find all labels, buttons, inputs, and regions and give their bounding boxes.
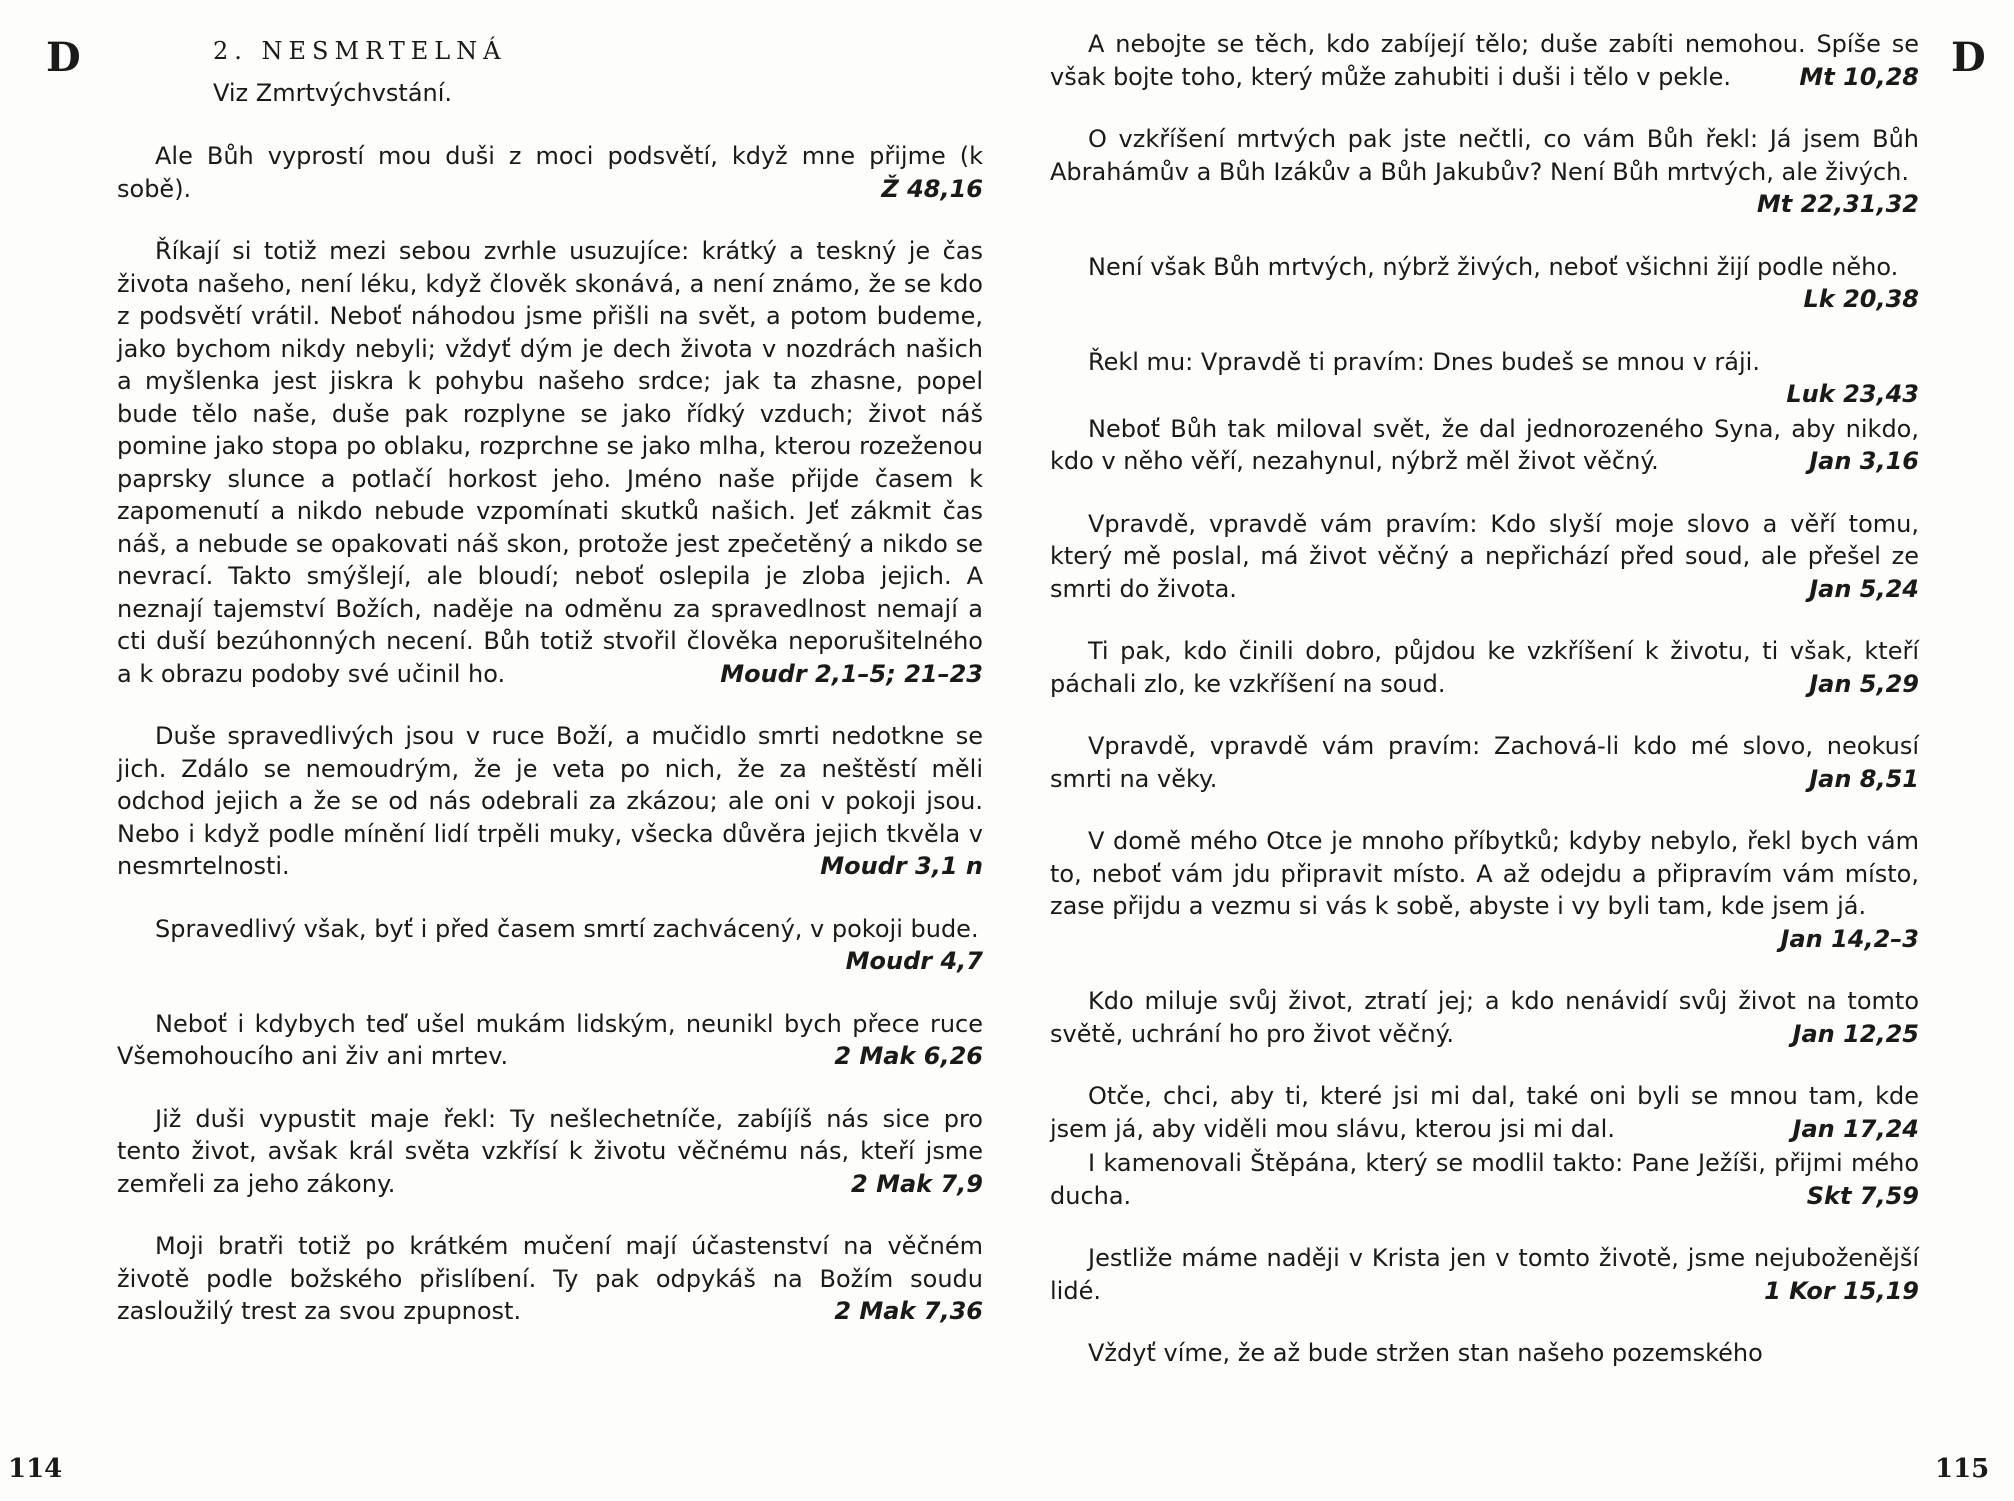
verse-block xyxy=(117,720,983,883)
verse-block xyxy=(1050,1337,1919,1370)
verse-text: Neboť i kdybych teď ušel mukám lidským, neunikl bych přece ruce Všemohoucího ani živ ani mrtev. xyxy=(117,1009,983,1070)
verse-block xyxy=(1050,1242,1919,1307)
verse-block xyxy=(1050,251,1919,316)
verse-text: Není však Bůh mrtvých, nýbrž živých, neboť všichni žijí podle něho. xyxy=(1088,252,1899,281)
verse-text: Duše spravedlivých jsou v ruce Boží, a mučidlo smrti nedotkne se jich. Zdálo se nemoudrým, že je veta po nich, že za neštěstí měli odchod jejich a že se od nás odebrali za zkázou; ale oni v pokoji jsou. Nebo i když podle mínění lidí trpěli muky, všecka důvěra jejich tkvěla v nesmrtelnosti. xyxy=(117,722,983,880)
verse-text: O vzkříšení mrtvých pak jste nečtli, co vám Bůh řekl: Já jsem Bůh Abrahámův a Bůh Izákův a Bůh Jakubův? Není Bůh mrtvých, ale živých. xyxy=(1050,125,1919,186)
verse-block xyxy=(1050,1080,1919,1145)
verse-reference: 1 Kor 15,19 xyxy=(1764,1276,1919,1305)
verse-reference: Moudr 2,1–5; 21–23 xyxy=(720,659,983,688)
verse-reference: Jan 17,24 xyxy=(1792,1114,1919,1143)
verse-text: V domě mého Otce je mnoho příbytků; kdyby nebylo, řekl bych vám to, neboť vám jdu připravit místo. A až odejdu a připravím vám místo, zase přijdu a vezmu si vás k sobě, abyste i vy byli tam, kde jsem já. xyxy=(1050,827,1919,920)
right-section-letter: D xyxy=(1951,34,1986,81)
verse-text: Říkají si totiž mezi sebou zvrhle usuzujíce: krátký a teskný je čas života našeho, není léku, když člověk skonává, a není známo, že se kdo z podsvětí vrátil. Neboť náhodou jsme přišli na svět, a potom budeme, jako bychom nikdy nebyli; vždyť dým je dech života v nozdrách našich a myšlenka jest jiskra k pohybu našeho srdce; jak ta zhasne, popel bude tělo naše, duše pak rozplyne se jako řídký vzduch; život náš pomine jako stopa po oblaku, rozprchne se jako mlha, kterou rozeženou paprsky slunce a potlačí horkost jeho. Jméno naše přijde časem k zapomenutí a nikdo nebude vzpomínati skutků našich. Jeť zákmit čas náš, a nebude se opakovati náš skon, protože jest zpečetěný a nikdo se nevrací. Takto smýšlejí, ale bloudí; neboť oslepila je zloba jejich. A neznají tajemství Božích, naděje na odměnu za spravedlnost nemají a cti duší bezúhonných necení. Bůh totiž stvořil člověka neporušitelného a k obrazu podoby své učinil ho. xyxy=(117,237,983,688)
verse-block xyxy=(1050,730,1919,795)
verse-reference: Jan 12,25 xyxy=(1792,1019,1919,1048)
see-also-reference: Viz Zmrtvýchvstání. xyxy=(213,79,453,107)
verse-reference: Skt 7,59 xyxy=(1806,1181,1919,1210)
left-text-column xyxy=(117,34,983,1358)
verse-text: A nebojte se těch, kdo zabíjejí tělo; duše zabíti nemohou. Spíše se však bojte toho, který může zahubiti i duši i tělo v pekle. xyxy=(1050,30,1919,91)
verse-block xyxy=(117,1103,983,1201)
verse-text: Vpravdě, vpravdě vám pravím: Zachová-li kdo mé slovo, neokusí smrti na věky. xyxy=(1050,732,1919,793)
verse-text: Otče, chci, aby ti, které jsi mi dal, také oni byli se mnou tam, kde jsem já, aby viděli mou slávu, kterou jsi mi dal. xyxy=(1050,1082,1919,1143)
verse-block xyxy=(1050,985,1919,1050)
verse-block xyxy=(117,913,983,978)
verse-block xyxy=(1050,1147,1919,1212)
verse-text: Spravedlivý však, byť i před časem smrtí zachvácený, v pokoji bude. xyxy=(155,914,979,943)
left-page-number: 114 xyxy=(8,1454,63,1484)
right-page xyxy=(1007,0,2014,1501)
right-page-number: 115 xyxy=(1935,1454,1990,1484)
verse-reference: Lk 20,38 xyxy=(1803,285,1919,313)
verse-reference: Moudr 4,7 xyxy=(845,947,983,975)
verse-reference: Jan 14,2–3 xyxy=(1780,924,1919,953)
verse-text: Ti pak, kdo činili dobro, půjdou ke vzkříšení k životu, ti však, kteří páchali zlo, ke vzkříšení na soud. xyxy=(1050,637,1919,698)
verse-text: Kdo miluje svůj život, ztratí jej; a kdo nenávidí svůj život na tomto světě, uchrání ho pro život věčný. xyxy=(1050,987,1919,1048)
verse-reference: Jan 5,24 xyxy=(1809,574,1919,603)
verse-text: Vpravdě, vpravdě vám pravím: Kdo slyší moje slovo a věří tomu, který mě poslal, má život věčný a nepřichází před soud, ale přešel ze smrti do života. xyxy=(1050,509,1919,603)
verse-reference: Jan 8,51 xyxy=(1809,764,1919,793)
verse-text: Neboť Bůh tak miloval svět, že dal jednorozeného Syna, aby nikdo, kdo v něho věří, nezahynul, nýbrž měl život věčný. xyxy=(1050,414,1919,475)
verse-text: Jestliže máme naději v Krista jen v tomto životě, jsme nejuboženější lidé. xyxy=(1050,1244,1919,1305)
verse-reference: Ž 48,16 xyxy=(881,174,983,203)
verse-block xyxy=(1050,123,1919,221)
verse-reference: 2 Mak 7,36 xyxy=(834,1297,983,1325)
verse-block xyxy=(1050,346,1919,411)
section-heading: 2. NESMRTELNÁ xyxy=(213,37,507,65)
verse-reference: Jan 3,16 xyxy=(1809,447,1919,475)
verse-text: Řekl mu: Vpravdě ti pravím: Dnes budeš se mnou v ráji. xyxy=(1088,347,1760,376)
verse-block xyxy=(1050,635,1919,700)
verse-reference: Luk 23,43 xyxy=(1786,380,1919,408)
right-text-column xyxy=(1050,28,1919,1400)
verse-block xyxy=(1050,413,1919,478)
verse-text: Moji bratři totiž po krátkém mučení mají účastenství na věčném životě podle božského přislíbení. Ty pak odpykáš na Božím soudu zasloužilý trest za svou zpupnost. xyxy=(117,1232,983,1325)
verse-reference: Jan 5,29 xyxy=(1809,669,1919,698)
verse-reference: Mt 22,31,32 xyxy=(1756,190,1919,218)
verse-block xyxy=(1050,508,1919,606)
verse-block xyxy=(1050,28,1919,93)
verse-block xyxy=(117,140,983,205)
verse-text: Ale Bůh vyprostí mou duši z moci podsvětí, když mne přijme (k sobě). xyxy=(117,142,983,203)
verse-text: I kamenovali Štěpána, který se modlil takto: Pane Ježíši, přijmi mého ducha. xyxy=(1050,1149,1919,1210)
verse-reference: 2 Mak 7,9 xyxy=(851,1169,983,1198)
verse-block xyxy=(117,1230,983,1328)
verse-block xyxy=(117,235,983,690)
verse-block xyxy=(117,1008,983,1073)
left-section-letter: D xyxy=(46,34,81,81)
verse-reference: 2 Mak 6,26 xyxy=(834,1042,983,1070)
verse-reference: Moudr 3,1 n xyxy=(820,852,983,880)
verse-block xyxy=(1050,825,1919,955)
verse-text: Vždyť víme, že až bude stržen stan našeho pozemského xyxy=(1088,1339,1763,1367)
verse-reference: Mt 10,28 xyxy=(1799,62,1919,91)
verse-text: Již duši vypustit maje řekl: Ty nešlechetníče, zabíjíš nás sice pro tento život, avšak král světa vzkřísí k životu věčnému nás, kteří jsme zemřeli za jeho zákony. xyxy=(117,1104,983,1198)
